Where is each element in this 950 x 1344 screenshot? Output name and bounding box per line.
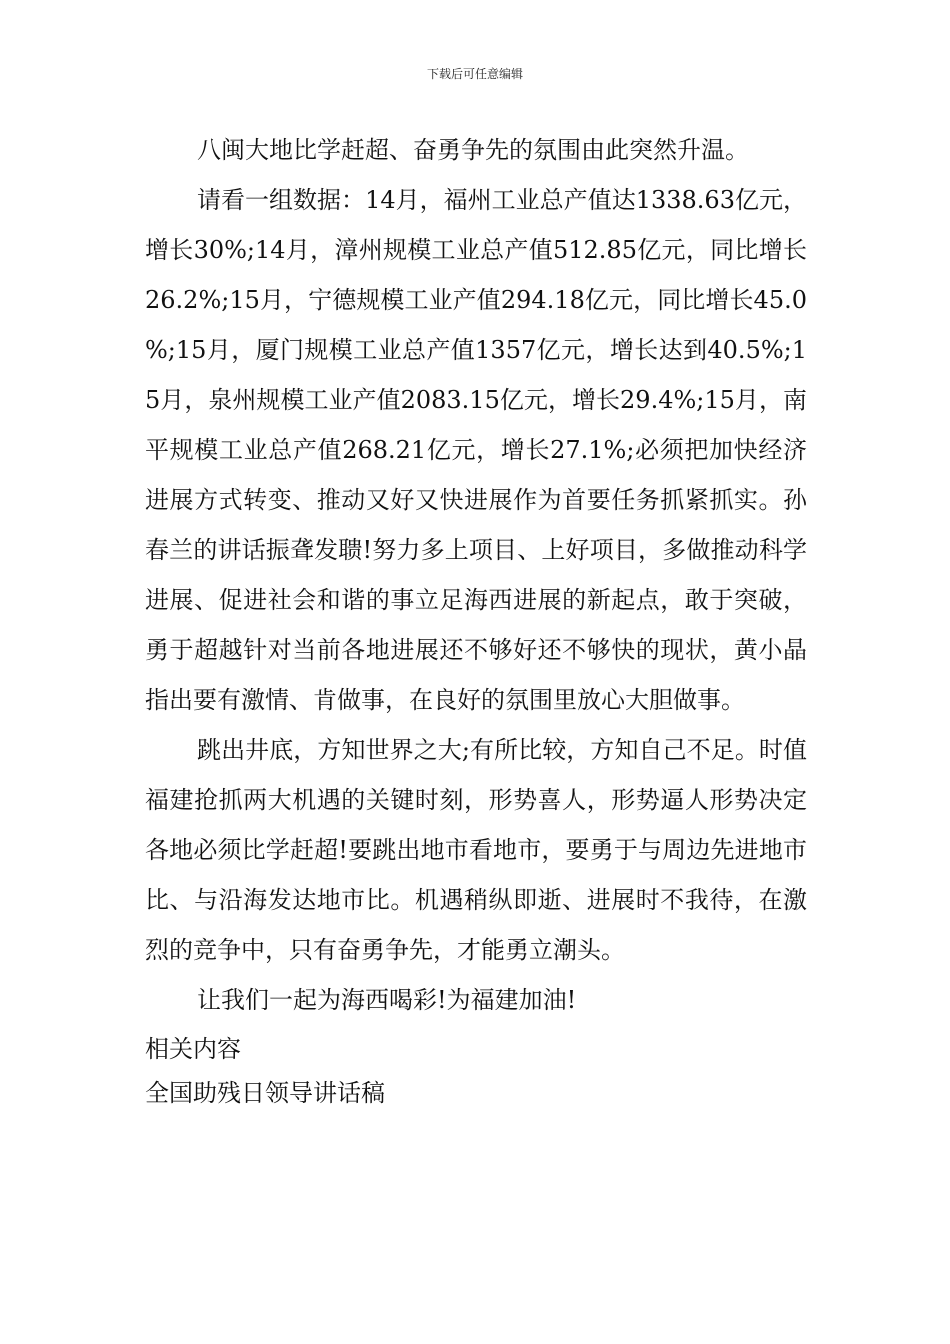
page-header: 下载后可任意编辑: [426, 67, 523, 81]
document-body: [145, 125, 807, 1115]
paragraph-3: 跳出井底，方知世界之大;有所比较，方知自己不足。时值福建抢抓两大机遇的关键时刻，形势喜人，形势逼人形势决定各地必须比学赶超!要跳出地市看地市，要勇于与周边先进地市比、与沿海发达地市比。机遇稍纵即逝、进展时不我待，在激烈的竞争中，只有奋勇争先，才能勇立潮头。: [145, 736, 807, 964]
paragraph-1: 八闽大地比学赶超、奋勇争先的氛围由此突然升温。: [197, 136, 749, 164]
related-heading: 相关内容: [145, 1035, 241, 1063]
related-link[interactable]: 全国助残日领导讲话稿: [145, 1079, 385, 1107]
paragraph-4: 让我们一起为海西喝彩!为福建加油!: [197, 986, 577, 1014]
paragraph-2: 请看一组数据：14月，福州工业总产值达1338.63亿元，增长30%;14月，漳州规模工业总产值512.85亿元，同比增长26.2%;15月，宁德规模工业产值294.18亿元，同比增长45.0%;15月，厦门规模工业总产值1357亿元，增长达到40.5%;15月，泉州规模工业产值2083.15亿元，增长29.4%;15月，南平规模工业总产值268.21亿元，增长27.1%;必须把加快经济进展方式转变、推动又好又快进展作为首要任务抓紧抓实。孙春兰的讲话振聋发聩!努力多上项目、上好项目，多做推动科学进展、促进社会和谐的事立足海西进展的新起点，敢于突破，勇于超越针对当前各地进展还不够好还不够快的现状，黄小晶指出要有激情、肯做事，在良好的氛围里放心大胆做事。: [145, 186, 807, 714]
